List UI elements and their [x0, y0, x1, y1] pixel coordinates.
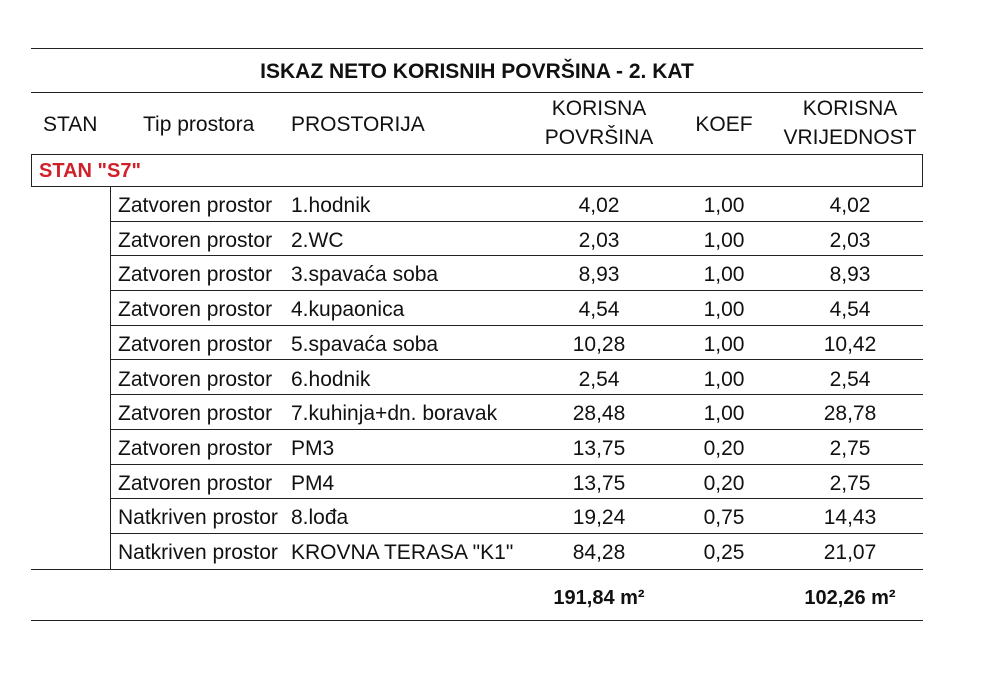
cell-korisna-vrijednost: 10,42 [823, 332, 877, 356]
cell-prostorija: 1.hodnik [291, 194, 371, 217]
cell-tip-prostora: Zatvoren prostor [118, 402, 273, 426]
cell-korisna-vrijednost: 2,54 [829, 367, 871, 391]
cell-prostorija: 5.spavaća soba [291, 332, 439, 356]
cell-koef: 0,20 [703, 471, 745, 495]
cell-korisna-povrsina: 4,02 [578, 194, 620, 217]
header-stan: STAN [43, 113, 98, 136]
cell-korisna-povrsina: 13,75 [572, 471, 626, 495]
cell-korisna-povrsina: 8,93 [578, 263, 620, 287]
cell-tip-prostora: Zatvoren prostor [118, 194, 273, 217]
cell-koef: 0,20 [703, 436, 745, 460]
cell-korisna-povrsina: 2,03 [578, 228, 620, 252]
totals-top-rule [31, 569, 923, 570]
cell-prostorija: 6.hodnik [291, 367, 371, 391]
totals-bottom-rule [31, 620, 923, 621]
header-korisna-vrijednost-2: VRIJEDNOST [783, 126, 917, 149]
cell-prostorija: 7.kuhinja+dn. boravak [291, 402, 498, 426]
cell-prostorija: 8.lođa [291, 506, 349, 530]
table-row [110, 187, 923, 222]
cell-tip-prostora: Zatvoren prostor [118, 228, 273, 252]
table-row [110, 291, 923, 326]
cell-koef: 1,00 [703, 367, 745, 391]
cell-koef: 1,00 [703, 194, 745, 217]
cell-tip-prostora: Zatvoren prostor [118, 263, 273, 287]
cell-koef: 1,00 [703, 228, 745, 252]
header-korisna-vrijednost-1: KORISNA [802, 97, 898, 120]
cell-tip-prostora: Natkriven prostor [118, 541, 278, 564]
table-row [110, 222, 923, 257]
cell-koef: 0,75 [703, 506, 745, 530]
section-box [31, 154, 923, 187]
title-rule [31, 92, 923, 93]
total-korisna-povrsina: 191,84 m² [553, 587, 645, 609]
cell-koef: 1,00 [703, 298, 745, 322]
cell-korisna-vrijednost: 28,78 [823, 402, 877, 426]
cell-prostorija: 4.kupaonica [291, 298, 405, 322]
table-title: ISKAZ NETO KORISNIH POVRŠINA - 2. KAT [260, 60, 694, 83]
cell-prostorija: KROVNA TERASA "K1" [291, 541, 514, 564]
cell-tip-prostora: Natkriven prostor [118, 506, 278, 530]
cell-koef: 1,00 [703, 332, 745, 356]
cell-korisna-povrsina: 13,75 [572, 436, 626, 460]
cell-tip-prostora: Zatvoren prostor [118, 332, 273, 356]
cell-korisna-vrijednost: 2,75 [829, 471, 871, 495]
cell-prostorija: PM4 [291, 471, 335, 495]
header-korisna-povrsina-1: KORISNA [551, 97, 647, 120]
total-korisna-vrijednost: 102,26 m² [804, 587, 896, 609]
header-tip-prostora: Tip prostora [143, 113, 255, 136]
cell-koef: 1,00 [703, 402, 745, 426]
cell-korisna-povrsina: 84,28 [572, 541, 626, 564]
cell-tip-prostora: Zatvoren prostor [118, 298, 273, 322]
cell-prostorija: 2.WC [291, 228, 344, 252]
cell-korisna-vrijednost: 14,43 [823, 506, 877, 530]
header-koef: KOEF [695, 113, 753, 136]
top-rule [31, 48, 923, 49]
table-row [110, 256, 923, 291]
cell-tip-prostora: Zatvoren prostor [118, 436, 273, 460]
cell-prostorija: PM3 [291, 436, 335, 460]
cell-tip-prostora: Zatvoren prostor [118, 471, 273, 495]
table-row [110, 499, 923, 534]
cell-korisna-vrijednost: 4,54 [829, 298, 871, 322]
cell-korisna-povrsina: 10,28 [572, 332, 626, 356]
table-row [110, 534, 923, 569]
section-label-stan-s7: STAN "S7" [39, 160, 141, 182]
cell-koef: 1,00 [703, 263, 745, 287]
cell-korisna-povrsina: 19,24 [572, 506, 626, 530]
cell-korisna-vrijednost: 21,07 [823, 541, 877, 564]
cell-korisna-povrsina: 28,48 [572, 402, 626, 426]
table-row [110, 326, 923, 361]
cell-korisna-vrijednost: 4,02 [829, 194, 871, 217]
table-row [110, 395, 923, 430]
header-prostorija: PROSTORIJA [291, 113, 425, 136]
cell-prostorija: 3.spavaća soba [291, 263, 439, 287]
header-korisna-povrsina-2: POVRŠINA [544, 126, 654, 149]
cell-korisna-povrsina: 2,54 [578, 367, 620, 391]
cell-korisna-vrijednost: 8,93 [829, 263, 871, 287]
table-row [110, 465, 923, 500]
table-row [110, 430, 923, 465]
cell-korisna-vrijednost: 2,75 [829, 436, 871, 460]
cell-korisna-vrijednost: 2,03 [829, 228, 871, 252]
cell-tip-prostora: Zatvoren prostor [118, 367, 273, 391]
table-row [110, 361, 923, 396]
cell-korisna-povrsina: 4,54 [578, 298, 620, 322]
cell-koef: 0,25 [703, 541, 745, 564]
